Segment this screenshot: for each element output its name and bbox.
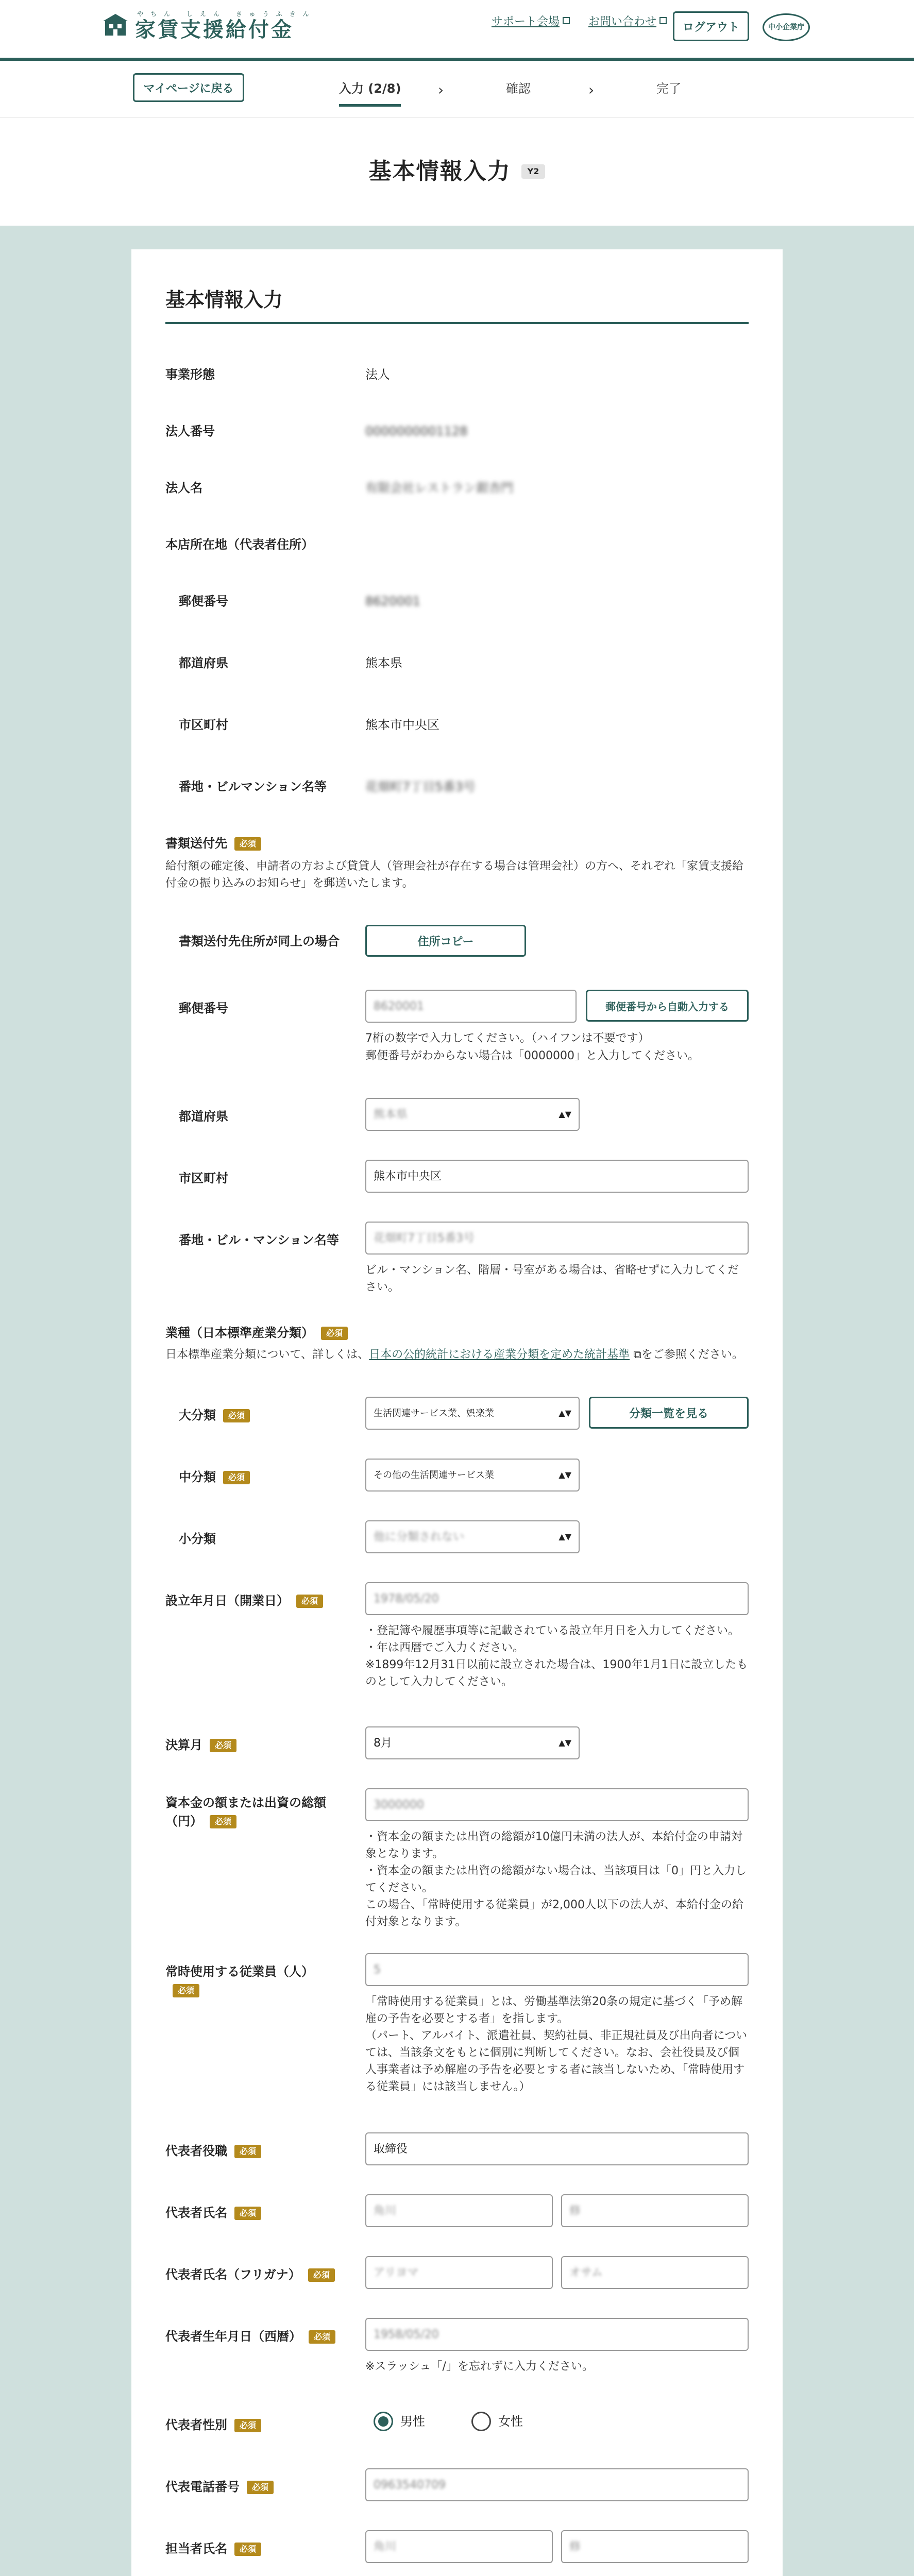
zip-autofill-button[interactable]: 郵便番号から自動入力する	[586, 990, 749, 1022]
doc-zip-input[interactable]: 8620001	[365, 990, 577, 1023]
ind-mid-label: 中分類 必須	[179, 1468, 250, 1486]
page-title: 基本情報入力	[368, 158, 511, 184]
doc-pref-label: 都道府県	[179, 1109, 228, 1124]
required-badge: 必須	[234, 2543, 261, 2556]
established-label: 設立年月日（開業日） 必須	[165, 1591, 323, 1610]
select-arrow-icon: ▲▼	[558, 1738, 571, 1748]
rep-firstname-input[interactable]: 修	[561, 2194, 749, 2227]
hq-addr-value: 花畑町7丁目5番3号	[365, 779, 476, 794]
doc-zip-note-1: 7桁の数字で入力してください。（ハイフンは不要です）	[365, 1032, 650, 1045]
select-arrow-icon: ▲▼	[558, 1109, 571, 1119]
page-title-bar	[0, 117, 914, 226]
rep-phone-input[interactable]: 0963540709	[365, 2468, 749, 2501]
doc-addr-input[interactable]: 花畑町7丁目5番3号	[365, 1222, 749, 1255]
radio-selected-icon	[374, 2412, 393, 2431]
corp-number-label: 法人番号	[165, 424, 215, 438]
logo-ruby: やちん しえん きゅうふきん	[137, 10, 316, 18]
doc-zip-label: 郵便番号	[179, 1001, 228, 1015]
site-header	[0, 0, 914, 61]
business-type-value: 法人	[365, 367, 390, 382]
ind-mid-select[interactable]: その他の生活関連サービス業 ▲▼	[365, 1459, 580, 1492]
rep-lastname-kana-input[interactable]: アリヨマ	[365, 2256, 553, 2289]
rep-phone-label: 代表電話番号 必須	[165, 2478, 274, 2496]
doc-city-input[interactable]: 熊本市中央区	[365, 1160, 749, 1193]
select-arrow-icon: ▲▼	[558, 1408, 571, 1418]
external-link-icon: ⧉	[630, 1348, 641, 1361]
required-badge: 必須	[234, 2207, 261, 2220]
hq-city-label: 市区町村	[179, 718, 228, 732]
required-badge: 必須	[308, 2268, 335, 2282]
rep-name-label: 代表者氏名 必須	[165, 2204, 261, 2222]
back-to-mypage-button[interactable]: マイページに戻る	[133, 73, 244, 102]
staff-lastname-input[interactable]: 角川	[365, 2530, 553, 2563]
established-input[interactable]: 1978/05/20	[365, 1582, 749, 1615]
required-badge: 必須	[247, 2481, 274, 2494]
external-link-icon	[563, 17, 570, 24]
capital-input[interactable]: 3000000	[365, 1788, 749, 1821]
view-categories-button[interactable]: 分類一覧を見る	[589, 1397, 749, 1429]
doc-same-label: 書類送付先住所が同上の場合	[179, 934, 340, 948]
form-card	[131, 249, 783, 2576]
required-badge: 必須	[210, 1739, 236, 1752]
fiscal-month-select[interactable]: 8月 ▲▼	[365, 1726, 580, 1759]
step-complete: 完了	[656, 81, 681, 96]
gender-female-radio[interactable]: 女性	[471, 2412, 523, 2431]
required-badge: 必須	[223, 1409, 250, 1422]
sme-agency-tag: 中小企業庁	[763, 13, 810, 41]
rep-title-input[interactable]: 取締役	[365, 2132, 749, 2165]
copy-address-button[interactable]: 住所コピー	[365, 925, 526, 957]
form-body	[165, 334, 749, 2576]
gender-male-radio[interactable]: 男性	[374, 2412, 425, 2431]
ind-minor-select[interactable]: 他に分類されない ▲▼	[365, 1520, 580, 1553]
doc-label: 書類送付先 必須	[165, 834, 261, 853]
step-input: 入力 (2/8)	[339, 79, 401, 107]
version-badge: Y2	[521, 164, 546, 179]
ind-major-select[interactable]: 生活関連サービス業、娯楽業 ▲▼	[365, 1397, 580, 1430]
hq-city-value: 熊本市中央区	[365, 718, 439, 732]
hq-pref-value: 熊本県	[365, 656, 402, 670]
section-title: 基本情報入力	[165, 285, 749, 324]
rep-title-label: 代表者役職 必須	[165, 2142, 261, 2160]
industry-description: 日本標準産業分類について、詳しくは、日本の公的統計における産業分類を定めた統計基準 ⧉をご参照ください。	[165, 1348, 743, 1361]
ind-major-label: 大分類 必須	[179, 1406, 250, 1425]
doc-description: 給付額の確定後、申請者の方および貸貸人（管理会社が存在する場合は管理会社）の方へ、それぞれ「家賃支援給付金の振り込みのお知らせ」を郵送いたします。	[165, 860, 744, 890]
hq-addr-label: 番地・ビルマンション名等	[179, 779, 327, 794]
select-arrow-icon: ▲▼	[558, 1532, 571, 1541]
external-link-icon	[659, 17, 667, 24]
rep-birth-note: ※スラッシュ「/」を忘れずに入力ください。	[365, 2360, 594, 2373]
hq-zip-label: 郵便番号	[179, 594, 228, 608]
corp-name-label: 法人名	[165, 481, 202, 495]
doc-addr-note: ビル・マンション名、階層・号室がある場合は、省略せずに入力してください。	[365, 1264, 739, 1294]
industry-label: 業種（日本標準産業分類） 必須	[165, 1324, 348, 1342]
required-badge: 必須	[173, 1984, 199, 1997]
employees-label: 常時使用する従業員（人）必須	[165, 1962, 341, 1999]
chevron-right-icon: ›	[588, 81, 595, 98]
contact-link[interactable]: お問い合わせ	[588, 13, 667, 30]
required-badge: 必須	[234, 837, 261, 851]
corp-number-value: 0000000001128	[365, 424, 468, 438]
employees-notes: 「常時使用する従業員」とは、労働基準法第20条の規定に基づく「予め解雇の予告を必要とする者」を指します。 （パート、アルバイト、派遣社員、契約社員、非正規社員及び出向者については、当該条文をもとに個別に判断してください。なお、会社役員及び個人事業者は予め解雇の予告を必要とする者に該当しないため、「常時使用する従業員」には該当しません。）	[365, 1995, 748, 2093]
industry-standard-link[interactable]: 日本の公的統計における産業分類を定めた統計基準	[369, 1348, 630, 1361]
required-badge: 必須	[309, 2330, 335, 2344]
hq-zip-value: 8620001	[365, 594, 420, 608]
logo-name: 家賃支援給付金	[135, 18, 294, 42]
doc-pref-select[interactable]: 熊本県 ▲▼	[365, 1098, 580, 1131]
doc-city-label: 市区町村	[179, 1171, 228, 1185]
site-logo[interactable]	[103, 9, 316, 41]
required-badge: 必須	[234, 2145, 261, 2158]
progress-steps	[0, 61, 914, 117]
step-confirm: 確認	[506, 81, 531, 96]
staff-firstname-input[interactable]: 修	[561, 2530, 749, 2563]
rep-lastname-input[interactable]: 角川	[365, 2194, 553, 2227]
required-badge: 必須	[321, 1327, 348, 1340]
rep-firstname-kana-input[interactable]: オサム	[561, 2256, 749, 2289]
employees-input[interactable]: 5	[365, 1953, 749, 1986]
hq-label: 本店所在地（代表者住所）	[165, 537, 314, 552]
required-badge: 必須	[296, 1595, 323, 1608]
capital-label: 資本金の額または出資の総額（円） 必須	[165, 1795, 326, 1828]
established-notes: ・登記簿や履歴事項等に記載されている設立年月日を入力してください。 ・年は西暦でご入力ください。 ※1899年12月31日以前に設立された場合は、1900年1月1日に設立したものとして入力してください。	[365, 1624, 748, 1688]
logout-button[interactable]: ログアウト	[673, 11, 749, 41]
select-arrow-icon: ▲▼	[558, 1470, 571, 1480]
rep-gender-label: 代表者性別 必須	[165, 2416, 261, 2434]
required-badge: 必須	[223, 1471, 250, 1484]
hq-pref-label: 都道府県	[179, 656, 228, 670]
rep-birth-label: 代表者生年月日（西暦） 必須	[165, 2327, 335, 2346]
doc-addr-label: 番地・ビル・マンション名等	[179, 1233, 339, 1247]
house-logo-icon	[103, 13, 128, 38]
staff-name-label: 担当者氏名 必須	[165, 2539, 261, 2558]
chevron-right-icon: ›	[438, 81, 444, 98]
capital-notes: ・資本金の額または出資の総額が10億円未満の法人が、本給付金の申請対象となります。 ・資本金の額または出資の総額がない場合は、当該項目は「0」円と入力してください。 この場合、「常時使用する従業員」が2,000人以下の法人が、本給付金の給付対象となります。	[365, 1831, 747, 1928]
rep-kana-label: 代表者氏名（フリガナ） 必須	[165, 2265, 335, 2284]
required-badge: 必須	[234, 2419, 261, 2432]
fiscal-month-label: 決算月 必須	[165, 1736, 236, 1754]
corp-name-value: 有限会社レストラン銀杏門	[365, 481, 514, 495]
rep-birth-input[interactable]: 1958/05/20	[365, 2318, 749, 2351]
business-type-label: 事業形態	[165, 367, 215, 382]
doc-zip-note-2: 郵便番号がわからない場合は「0000000」と入力してください。	[365, 1049, 699, 1062]
ind-minor-label: 小分類	[179, 1532, 216, 1546]
support-venue-link[interactable]: サポート会場	[492, 13, 570, 30]
required-badge: 必須	[210, 1815, 236, 1828]
radio-empty-icon	[471, 2412, 491, 2431]
